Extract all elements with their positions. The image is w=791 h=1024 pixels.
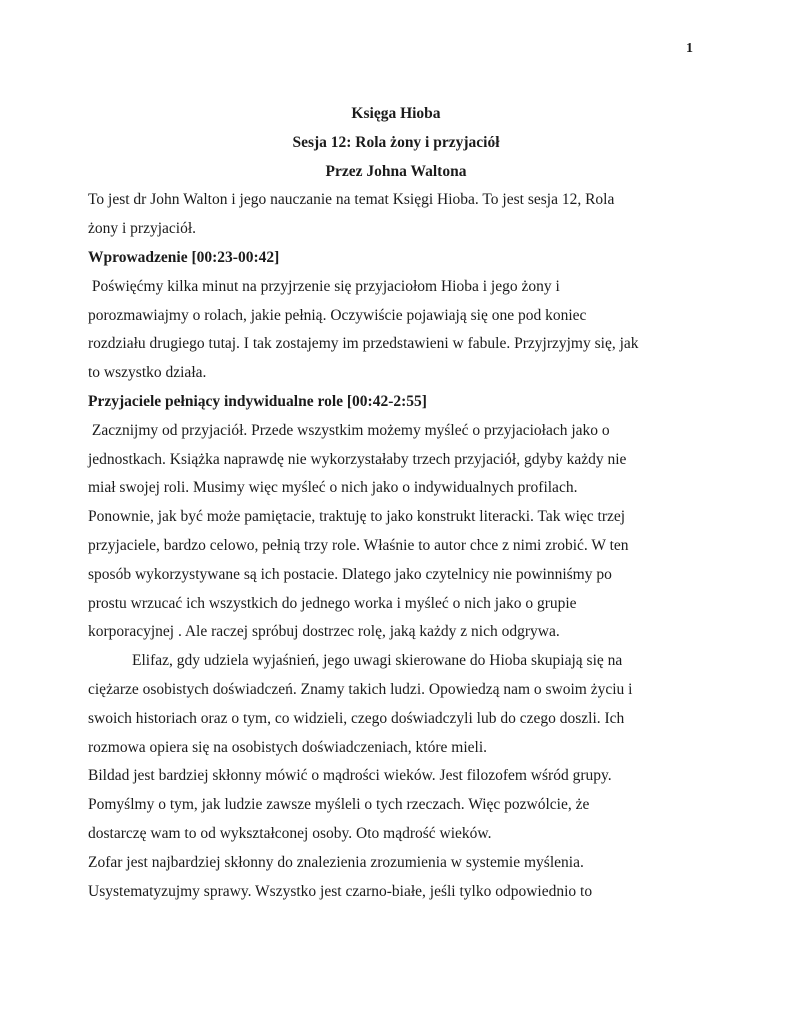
- paragraph: [88, 849, 704, 907]
- text-line: jednostkach. Książka naprawdę nie wykorzystałaby trzech przyjaciół, gdyby każdy nie: [88, 450, 627, 468]
- text-line: korporacyjnej . Ale raczej spróbuj dostrzec rolę, jaką każdy z nich odgrywa.: [88, 623, 560, 641]
- text-line: Elifaz, gdy udziela wyjaśnień, jego uwagi skierowane do Hioba skupiają się na: [132, 652, 623, 670]
- text-line: Usystematyzujmy sprawy. Wszystko jest czarno-białe, jeśli tylko odpowiednio to: [88, 882, 593, 900]
- text-line: Poświęćmy kilka minut na przyjrzenie się przyjaciołom Hioba i jego żony i: [88, 277, 560, 295]
- paragraph: [88, 186, 704, 244]
- text-line: miał swojej roli. Musimy więc myśleć o nich jako o indywidualnych profilach.: [88, 479, 578, 497]
- text-line: Zofar jest najbardziej skłonny do znalezienia zrozumienia w systemie myślenia.: [88, 853, 584, 871]
- page-number: 1: [686, 41, 693, 56]
- text-line: Pomyślmy o tym, jak ludzie zawsze myśleli o tych rzeczach. Więc pozwólcie, że: [88, 796, 590, 814]
- text-line: porozmawiajmy o rolach, jakie pełnią. Oczywiście pojawiają się one pod koniec: [88, 306, 587, 324]
- section-heading: [88, 388, 704, 417]
- section-heading: [88, 244, 704, 273]
- text-line: przyjaciele, bardzo celowo, pełnią trzy role. Właśnie to autor chce z nimi zrobić. W ten: [88, 536, 629, 554]
- text-line: Bildad jest bardziej skłonny mówić o mądrości wieków. Jest filozofem wśród grupy.: [88, 767, 612, 785]
- document-body: [88, 186, 704, 906]
- text-line: rozmowa opiera się na osobistych doświadczeniach, które mieli.: [88, 738, 487, 756]
- document-content: [88, 100, 704, 906]
- text-line: Przyjaciele pełniący indywidualne role [00:42-2:55]: [88, 392, 427, 410]
- document-title: Księga Hioba: [351, 105, 441, 122]
- document-author-line: Przez Johna Waltona: [325, 162, 467, 180]
- text-line: to wszystko działa.: [88, 364, 207, 382]
- text-line: rozdziału drugiego tutaj. I tak zostajemy im przedstawieni w fabule. Przyjrzyjmy się, jak: [88, 335, 639, 353]
- document-subtitle-session: Sesja 12: Rola żony i przyjaciół: [292, 133, 500, 151]
- paragraph: [88, 273, 704, 388]
- text-line: swoich historiach oraz o tym, co widzieli, czego doświadczyli lub do czego doszli. Ich: [88, 709, 625, 727]
- text-line: żony i przyjaciół.: [88, 220, 197, 238]
- text-line: To jest dr John Walton i jego nauczanie na temat Księgi Hioba. To jest sesja 12, Rola: [88, 191, 615, 209]
- text-line: Zacznijmy od przyjaciół. Przede wszystkim możemy myśleć o przyjaciołach jako o: [88, 421, 610, 439]
- paragraph: [88, 647, 704, 762]
- text-line: Ponownie, jak być może pamiętacie, traktuję to jako konstrukt literacki. Tak więc trzej: [88, 508, 626, 526]
- text-line: prostu wrzucać ich wszystkich do jednego worka i myśleć o nich jako o grupie: [88, 594, 577, 612]
- text-line: ciężarze osobistych doświadczeń. Znamy takich ludzi. Opowiedzą nam o swoim życiu i: [88, 680, 633, 698]
- title-block: [88, 100, 704, 186]
- text-line: sposób wykorzystywane są ich postacie. Dlatego jako czytelnicy nie powinniśmy po: [88, 565, 612, 583]
- text-line: dostarczę wam to od wykształconej osoby. Oto mądrość wieków.: [88, 824, 492, 842]
- paragraph: [88, 417, 704, 647]
- text-line: Wprowadzenie [00:23-00:42]: [88, 248, 280, 266]
- paragraph: [88, 762, 704, 848]
